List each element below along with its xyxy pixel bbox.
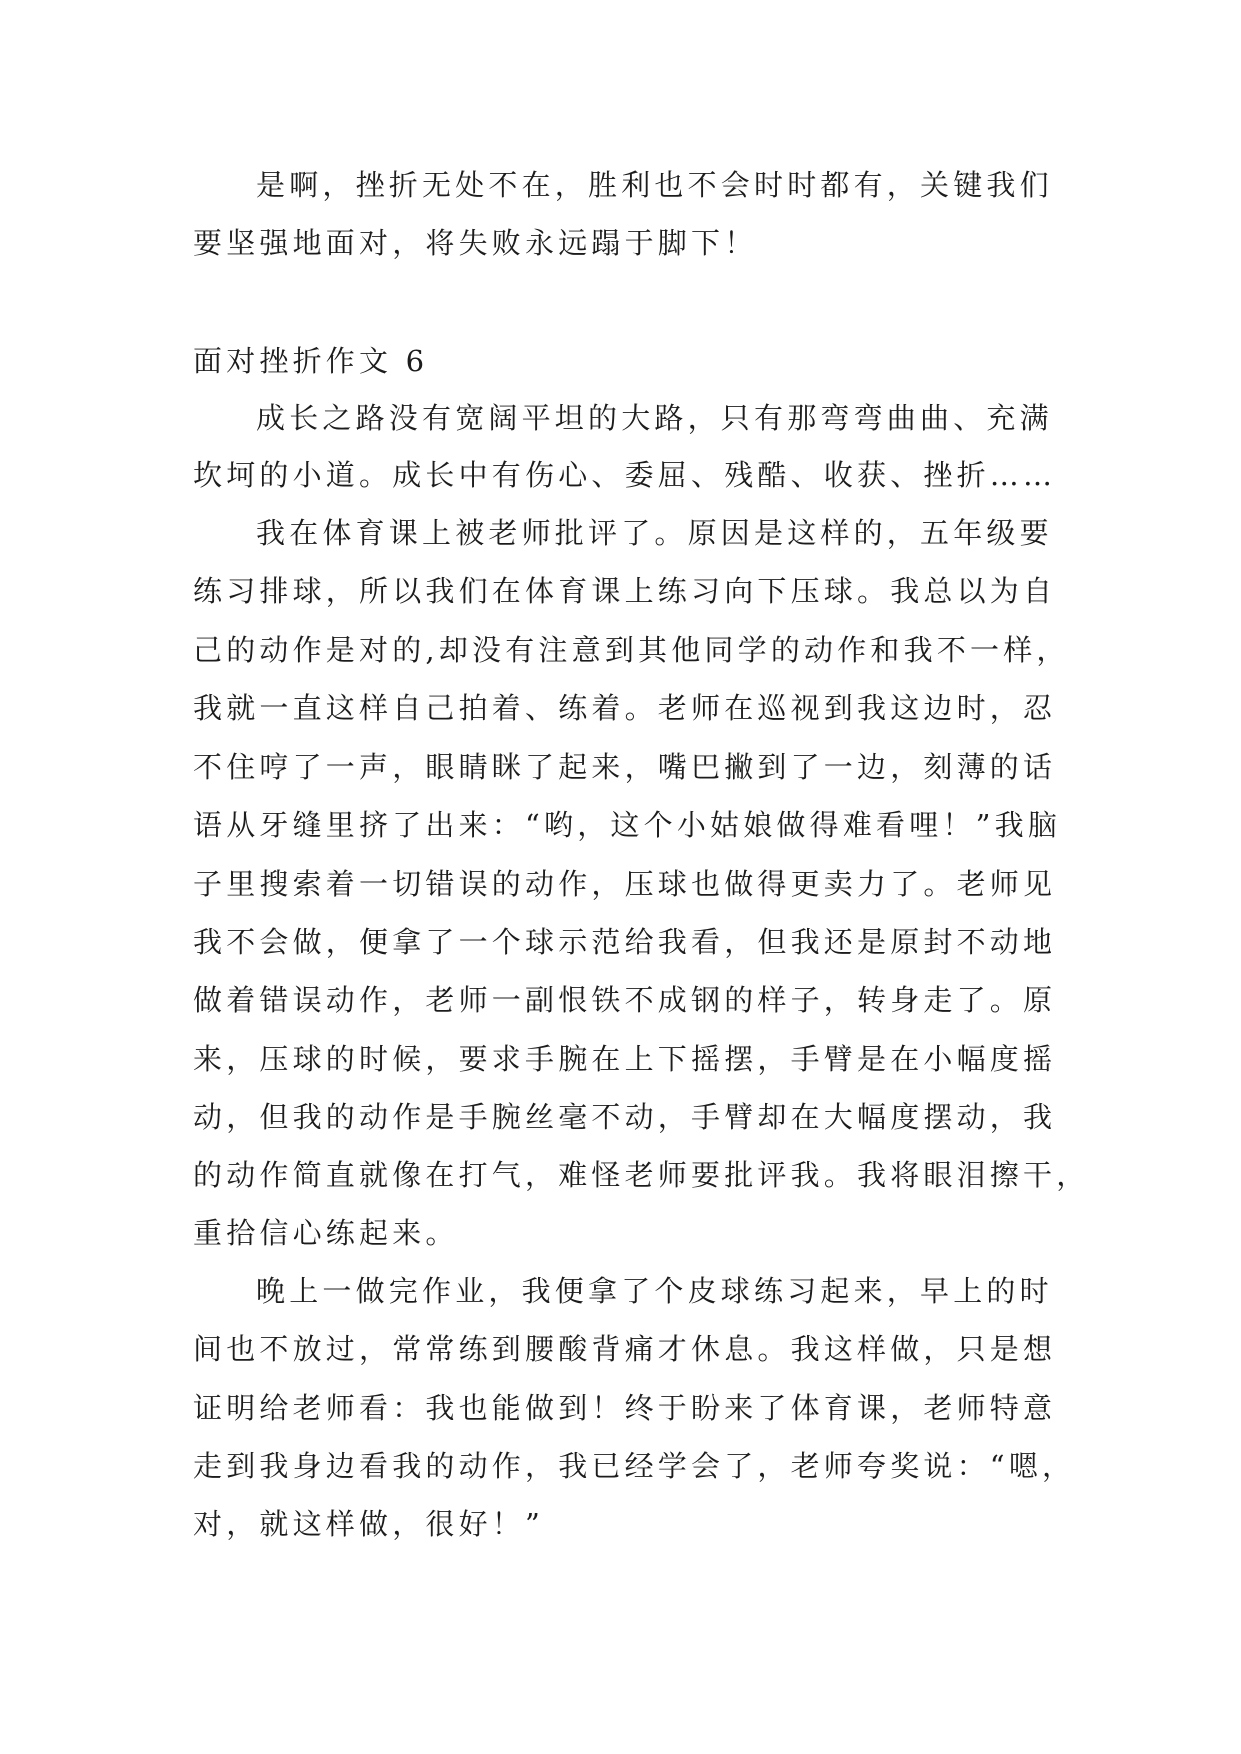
text-line: 间也不放过，常常练到腰酸背痛才休息。我这样做，只是想 — [193, 1332, 1057, 1366]
text-line: 要坚强地面对，将失败永远蹋于脚下！ — [193, 226, 758, 260]
text-line: 重拾信心练起来。 — [193, 1216, 459, 1250]
text-line: 做着错误动作，老师一副恨铁不成钢的样子，转身走了。原 — [193, 983, 1057, 1017]
text-line: 成长之路没有宽阔平坦的大路，只有那弯弯曲曲、充满 — [256, 401, 1053, 435]
text-line: 来，压球的时候，要求手腕在上下摇摆，手臂是在小幅度摇 — [193, 1042, 1057, 1076]
text-line: 我不会做，便拿了一个球示范给我看，但我还是原封不动地 — [193, 925, 1057, 959]
essay-heading: 面对挫折作文 6 — [193, 344, 429, 378]
text-line: 我就一直这样自己拍着、练着。老师在巡视到我这边时，忍 — [193, 691, 1057, 725]
text-line: 己的动作是对的,却没有注意到其他同学的动作和我不一样， — [193, 633, 1070, 667]
text-line: 我在体育课上被老师批评了。原因是这样的，五年级要 — [256, 516, 1053, 550]
text-line: 练习排球，所以我们在体育课上练习向下压球。我总以为自 — [193, 574, 1057, 608]
text-line: 动，但我的动作是手腕丝毫不动，手臂却在大幅度摆动，我 — [193, 1100, 1057, 1134]
text-line: 坎坷的小道。成长中有伤心、委屈、残酷、收获、挫折…… — [193, 458, 1057, 492]
text-line: 是啊，挫折无处不在，胜利也不会时时都有，关键我们 — [256, 168, 1053, 202]
text-line: 子里搜索着一切错误的动作，压球也做得更卖力了。老师见 — [193, 867, 1057, 901]
text-line: 的动作简直就像在打气，难怪老师要批评我。我将眼泪擦干， — [193, 1158, 1090, 1192]
text-line: 证明给老师看：我也能做到！终于盼来了体育课，老师特意 — [193, 1391, 1057, 1425]
text-line: 对，就这样做，很好！” — [193, 1507, 545, 1541]
text-line: 语从牙缝里挤了出来：“哟，这个小姑娘做得难看哩！”我脑 — [193, 808, 1062, 842]
text-line: 晚上一做完作业，我便拿了个皮球练习起来，早上的时 — [256, 1274, 1053, 1308]
text-line: 不住哼了一声，眼睛眯了起来，嘴巴撇到了一边，刻薄的话 — [193, 750, 1057, 784]
text-line: 走到我身边看我的动作，我已经学会了，老师夸奖说：“嗯， — [193, 1449, 1076, 1483]
